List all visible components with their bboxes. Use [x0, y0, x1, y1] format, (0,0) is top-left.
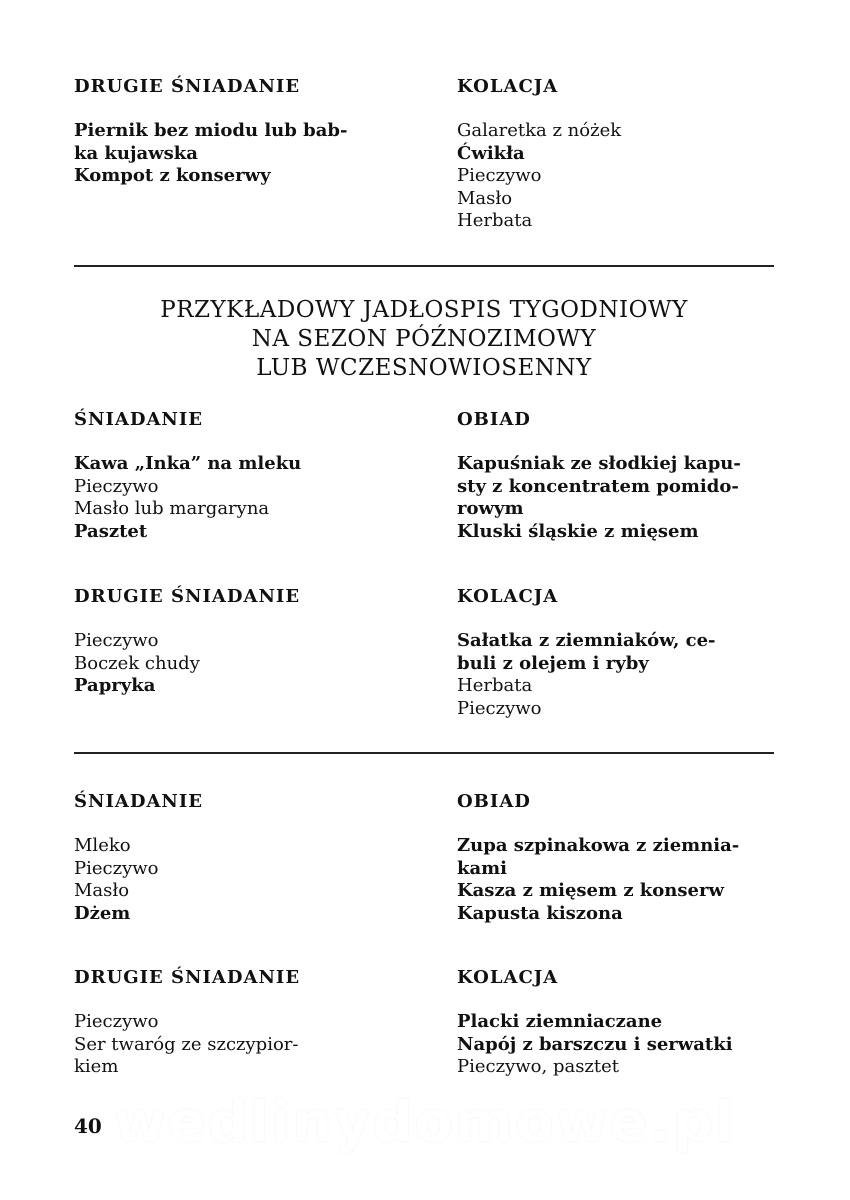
menu-item: Boczek chudy — [74, 652, 200, 674]
meal-column — [457, 409, 797, 543]
menu-item: Ćwikła — [457, 142, 525, 164]
menu-item: Kapusta kiszona — [457, 902, 623, 924]
meal-column — [457, 76, 797, 233]
meal-column — [457, 967, 797, 1079]
menu-item: Kapuśniak ze słodkiej kapu- — [457, 453, 741, 474]
menu-item: Papryka — [74, 675, 156, 696]
meal-heading: KOLACJA — [457, 586, 559, 607]
meal-heading: OBIAD — [457, 409, 531, 430]
menu-item: Kawa „Inka” na mleku — [74, 453, 302, 474]
menu-item: Masło — [74, 880, 130, 901]
divider — [74, 752, 774, 754]
page-number: 40 — [74, 1114, 102, 1138]
meal-heading: KOLACJA — [457, 76, 559, 97]
title-line: PRZYKŁADOWY JADŁOSPIS TYGODNIOWY — [160, 297, 688, 323]
page-title — [74, 296, 774, 383]
title-line: NA SEZON PÓŹNOZIMOWY — [251, 326, 597, 352]
menu-item: kiem — [74, 1056, 119, 1077]
meal-heading: DRUGIE ŚNIADANIE — [74, 967, 301, 988]
menu-item: Masło lub margaryna — [74, 498, 270, 519]
menu-item: Pieczywo — [74, 857, 159, 879]
meal-column — [74, 76, 414, 188]
meal-heading: OBIAD — [457, 791, 531, 812]
title-line: LUB WCZESNOWIOSENNY — [256, 355, 592, 381]
menu-item: Masło — [457, 187, 513, 209]
menu-item: buli z olejem i ryby — [457, 652, 649, 674]
meal-column — [457, 586, 797, 720]
menu-item: Pieczywo — [457, 697, 542, 719]
menu-item: Pasztet — [74, 520, 148, 542]
menu-item: Herbata — [457, 210, 533, 231]
menu-item: Galaretka z nóżek — [457, 120, 622, 141]
menu-item: Sałatka z ziemniaków, ce- — [457, 630, 716, 651]
menu-item: Pieczywo — [74, 1011, 159, 1032]
menu-item: Ser twaróg ze szczypior- — [74, 1033, 299, 1055]
menu-item: Herbata — [457, 675, 533, 696]
meal-heading: DRUGIE ŚNIADANIE — [74, 76, 301, 97]
menu-item: Dżem — [74, 902, 131, 924]
menu-item: Kompot z konserwy — [74, 165, 271, 186]
meal-heading: KOLACJA — [457, 967, 559, 988]
divider — [74, 265, 774, 267]
menu-item: Pieczywo — [74, 630, 159, 651]
menu-item: Napój z barszczu i serwatki — [457, 1033, 733, 1055]
meal-heading: ŚNIADANIE — [74, 791, 204, 812]
watermark: wedlinydomowe.pl — [113, 1090, 737, 1155]
menu-item: Zupa szpinakowa z ziemnia- — [457, 835, 740, 856]
menu-item: Placki ziemniaczane — [457, 1011, 663, 1032]
menu-item: Pieczywo, pasztet — [457, 1056, 620, 1077]
menu-item: Kluski śląskie z mięsem — [457, 520, 699, 542]
meal-column — [74, 586, 414, 698]
menu-item: Pieczywo — [457, 165, 542, 186]
menu-item: sty z koncentratem pomido- — [457, 475, 739, 497]
meal-column — [457, 791, 797, 925]
menu-item: Mleko — [74, 835, 131, 856]
meal-column — [74, 409, 414, 543]
menu-item: Pieczywo — [74, 475, 159, 497]
meal-column — [74, 791, 414, 925]
menu-item: kami — [457, 857, 508, 879]
meal-heading: ŚNIADANIE — [74, 409, 204, 430]
meal-heading: DRUGIE ŚNIADANIE — [74, 586, 301, 607]
menu-item: rowym — [457, 498, 524, 519]
menu-item: Piernik bez miodu lub bab- — [74, 120, 348, 141]
menu-item: Kasza z mięsem z konserw — [457, 880, 724, 901]
meal-column — [74, 967, 414, 1079]
menu-item: ka kujawska — [74, 142, 198, 164]
